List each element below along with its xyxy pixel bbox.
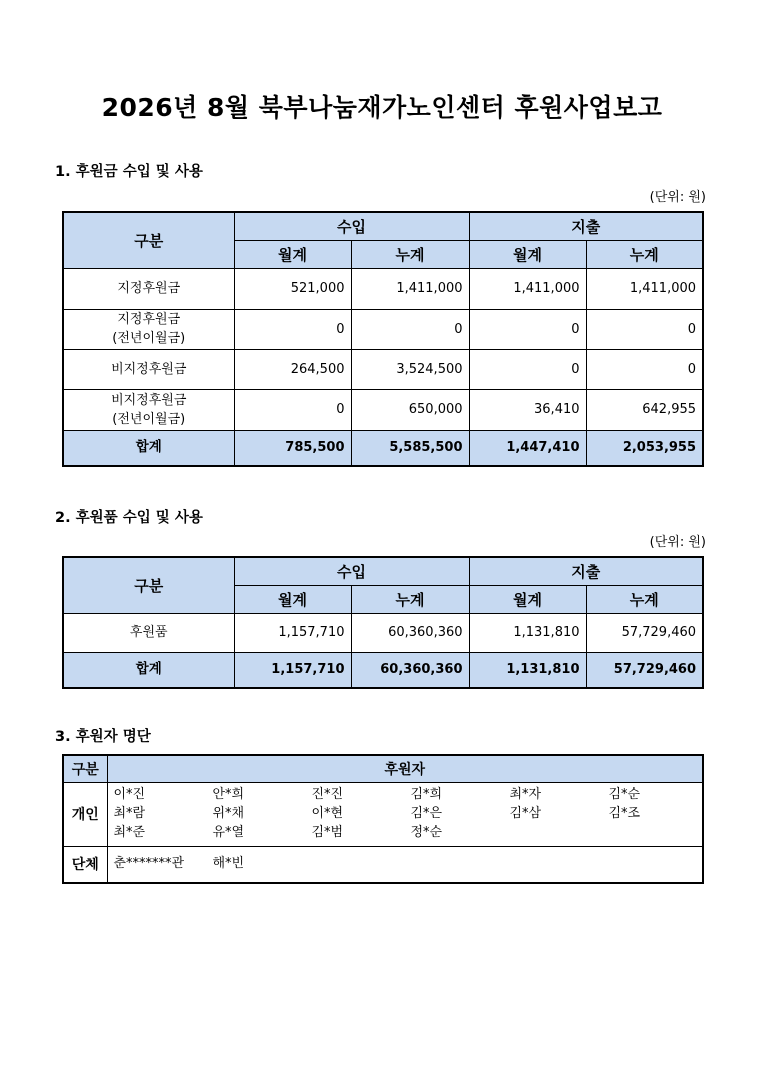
table-row bbox=[63, 349, 703, 389]
income-total: 3,524,500 bbox=[351, 349, 469, 389]
total-expense-total: 2,053,955 bbox=[586, 430, 703, 466]
donor-name: 춘*******관 bbox=[113, 856, 185, 872]
row-label: 비지정후원금 bbox=[63, 349, 234, 389]
header-income-monthly: 월계 bbox=[234, 240, 351, 268]
table-row bbox=[63, 309, 703, 349]
group-donor-list bbox=[113, 853, 703, 875]
donor-name: 안*희 bbox=[212, 787, 245, 802]
expense-month: 1,411,000 bbox=[469, 268, 586, 309]
header-income-monthly: 월계 bbox=[234, 585, 351, 613]
expense-total: 0 bbox=[586, 309, 703, 349]
header-category: 구분 bbox=[63, 212, 234, 268]
income-total: 0 bbox=[351, 309, 469, 349]
section3-heading: 3. 후원자 명단 bbox=[55, 729, 151, 745]
total-income-total: 5,585,500 bbox=[351, 430, 469, 466]
group-label: 단체 bbox=[63, 846, 107, 883]
donor-name: 이*진 bbox=[113, 787, 146, 802]
total-expense-total: 57,729,460 bbox=[586, 652, 703, 688]
total-label: 합계 bbox=[63, 652, 234, 688]
header-income-cumulative: 누계 bbox=[351, 240, 469, 268]
header-expense-monthly: 월계 bbox=[469, 240, 586, 268]
donor-name: 김*범 bbox=[311, 825, 344, 840]
donor-name: 김*희 bbox=[410, 787, 443, 802]
section2-heading: 2. 후원품 수입 및 사용 bbox=[55, 510, 203, 526]
header-expense-cumulative: 누계 bbox=[586, 240, 703, 268]
section1-unit: (단위: 원) bbox=[649, 190, 706, 205]
header-category: 구분 bbox=[63, 557, 234, 613]
income-total: 60,360,360 bbox=[351, 613, 469, 652]
donor-list-table bbox=[62, 754, 704, 884]
expense-month: 0 bbox=[469, 349, 586, 389]
donor-name: 최*자 bbox=[509, 787, 542, 802]
individual-label: 개인 bbox=[63, 782, 107, 846]
donor-name: 김*은 bbox=[410, 806, 443, 821]
donation-money-table bbox=[62, 211, 704, 467]
income-month: 521,000 bbox=[234, 268, 351, 309]
expense-month: 0 bbox=[469, 309, 586, 349]
donor-name: 김*순 bbox=[608, 787, 641, 802]
header-expense-cumulative: 누계 bbox=[586, 585, 703, 613]
expense-month: 36,410 bbox=[469, 389, 586, 430]
total-expense-month: 1,447,410 bbox=[469, 430, 586, 466]
total-income-total: 60,360,360 bbox=[351, 652, 469, 688]
group-row bbox=[63, 846, 703, 883]
expense-total: 642,955 bbox=[586, 389, 703, 430]
header-category: 구분 bbox=[63, 755, 107, 782]
donor-name: 진*진 bbox=[311, 787, 344, 802]
page-title: 2026년 8월 북부나눔재가노인센터 후원사업보고 bbox=[101, 93, 663, 122]
donor-name: 이*현 bbox=[311, 806, 344, 821]
header-expense: 지출 bbox=[469, 557, 703, 585]
donation-goods-table bbox=[62, 556, 704, 689]
row-label: 지정후원금 (전년이월금) bbox=[63, 309, 234, 349]
expense-total: 57,729,460 bbox=[586, 613, 703, 652]
donor-name: 해*빈 bbox=[212, 856, 245, 872]
header-expense-monthly: 월계 bbox=[469, 585, 586, 613]
total-expense-month: 1,131,810 bbox=[469, 652, 586, 688]
row-label: 비지정후원금 (전년이월금) bbox=[63, 389, 234, 430]
header-income-cumulative: 누계 bbox=[351, 585, 469, 613]
income-month: 0 bbox=[234, 309, 351, 349]
expense-total: 0 bbox=[586, 349, 703, 389]
donor-name: 유*열 bbox=[212, 825, 245, 840]
total-row bbox=[63, 652, 703, 688]
donor-name: 정*순 bbox=[410, 825, 443, 840]
individual-row bbox=[63, 782, 703, 846]
donor-name: 최*준 bbox=[113, 825, 146, 840]
header-income: 수입 bbox=[234, 212, 469, 240]
header-income: 수입 bbox=[234, 557, 469, 585]
income-month: 0 bbox=[234, 389, 351, 430]
table-row bbox=[63, 389, 703, 430]
donor-name: 위*채 bbox=[212, 806, 245, 821]
table-row bbox=[63, 268, 703, 309]
table-row bbox=[63, 613, 703, 652]
donor-name: 김*삼 bbox=[509, 806, 542, 821]
donor-name: 최*람 bbox=[113, 806, 146, 821]
income-total: 650,000 bbox=[351, 389, 469, 430]
income-month: 264,500 bbox=[234, 349, 351, 389]
row-label: 지정후원금 bbox=[63, 268, 234, 309]
section1-heading: 1. 후원금 수입 및 사용 bbox=[55, 164, 203, 180]
total-income-month: 785,500 bbox=[234, 430, 351, 466]
income-total: 1,411,000 bbox=[351, 268, 469, 309]
income-month: 1,157,710 bbox=[234, 613, 351, 652]
individual-donor-list bbox=[113, 784, 703, 844]
header-expense: 지출 bbox=[469, 212, 703, 240]
total-income-month: 1,157,710 bbox=[234, 652, 351, 688]
expense-month: 1,131,810 bbox=[469, 613, 586, 652]
total-label: 합계 bbox=[63, 430, 234, 466]
header-donor: 후원자 bbox=[107, 755, 703, 782]
row-label: 후원품 bbox=[63, 613, 234, 652]
section2-unit: (단위: 원) bbox=[649, 535, 706, 550]
total-row bbox=[63, 430, 703, 466]
donor-name: 김*조 bbox=[608, 806, 641, 821]
expense-total: 1,411,000 bbox=[586, 268, 703, 309]
